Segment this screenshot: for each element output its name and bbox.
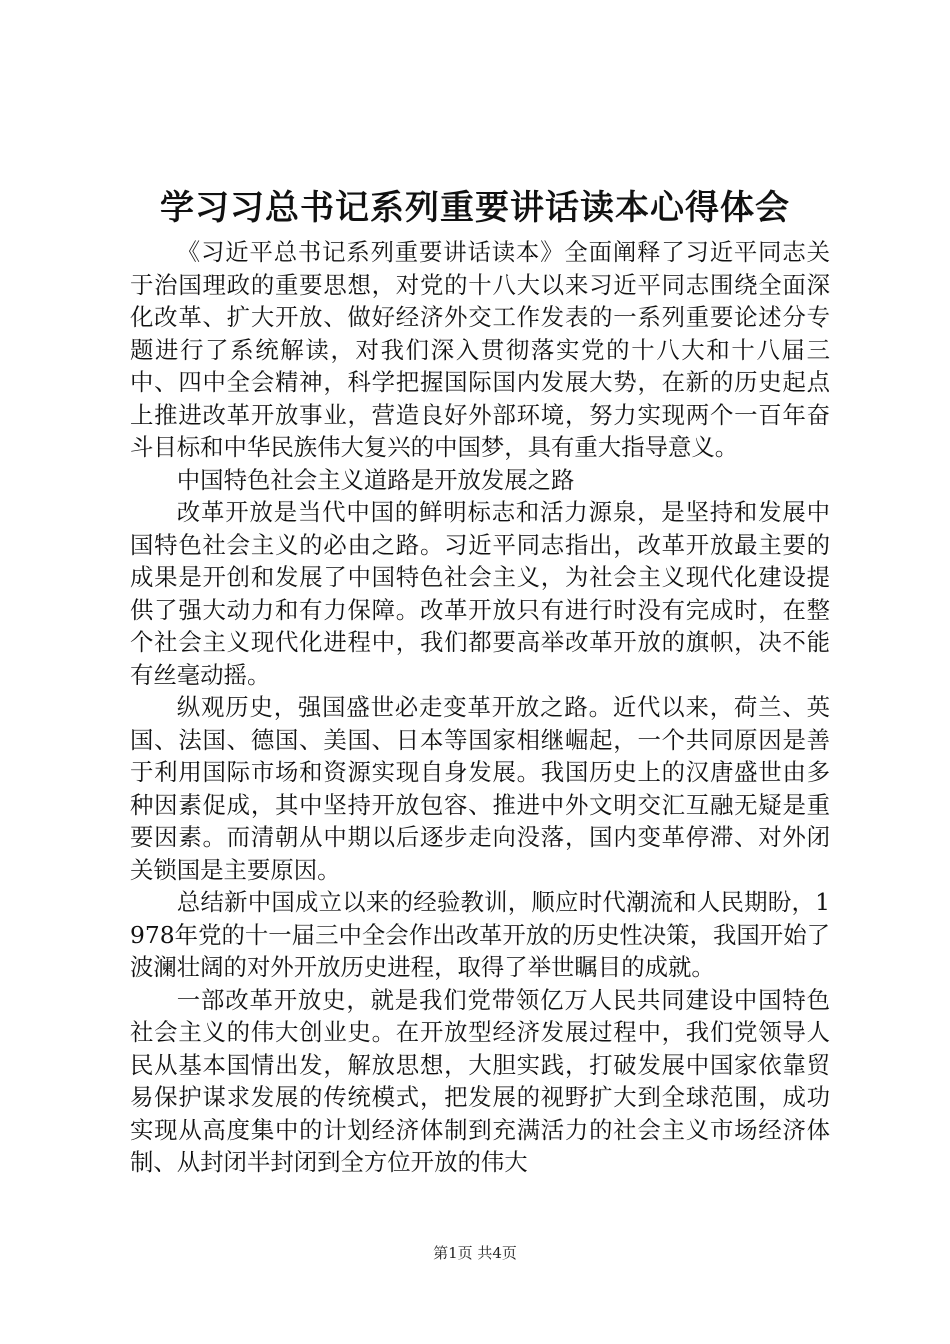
paragraph-reform: 改革开放是当代中国的鲜明标志和活力源泉，是坚持和发展中国特色社会主义的必由之路。习近平同志指出，改革开放最主要的成果是开创和发展了中国特色社会主义，为社会主义现代化建设提供了强大动力和有力保障。改革开放只有进行时没有完成时，在整个社会主义现代化进程中，我们都要高举改革开放的旗帜，决不能有丝毫动摇。	[130, 498, 830, 689]
document-body	[130, 236, 830, 1179]
paragraph-intro: 《习近平总书记系列重要讲话读本》全面阐释了习近平同志关于治国理政的重要思想，对党的十八大以来习近平同志围绕全面深化改革、扩大开放、做好经济外交工作发表的一系列重要论述分专题进行了系统解读，对我们深入贯彻落实党的十八大和十八届三中、四中全会精神，科学把握国际国内发展大势，在新的历史起点上推进改革开放事业，营造良好外部环境，努力实现两个一百年奋斗目标和中华民族伟大复兴的中国梦，具有重大指导意义。	[130, 238, 830, 461]
page-footer: 第1页 共4页	[433, 1244, 517, 1262]
paragraph-history-of-reform: 一部改革开放史，就是我们党带领亿万人民共同建设中国特色社会主义的伟大创业史。在开放型经济发展过程中，我们党领导人民从基本国情出发，解放思想，大胆实践，打破发展中国家依靠贸易保护谋求发展的传统模式，把发展的视野扩大到全球范围，成功实现从高度集中的计划经济体制到充满活力的社会主义市场经济体制、从封闭半封闭到全方位开放的伟大	[130, 985, 830, 1176]
paragraph-history: 纵观历史，强国盛世必走变革开放之路。近代以来，荷兰、英国、法国、德国、美国、日本等国家相继崛起，一个共同原因是善于利用国际市场和资源实现自身发展。我国历史上的汉唐盛世由多种因素促成，其中坚持开放包容、推进中外文明交汇互融无疑是重要因素。而清朝从中期以后逐步走向没落，国内变革停滞、对外闭关锁国是主要原因。	[130, 693, 830, 884]
section-heading: 中国特色社会主义道路是开放发展之路	[176, 465, 575, 494]
document-title: 学习习总书记系列重要讲话读本心得体会	[160, 188, 790, 228]
paragraph-1978: 总结新中国成立以来的经验教训，顺应时代潮流和人民期盼，1978年党的十一届三中全会作出改革开放的历史性决策，我国开始了波澜壮阔的对外开放历史进程，取得了举世瞩目的成就。	[130, 888, 830, 981]
